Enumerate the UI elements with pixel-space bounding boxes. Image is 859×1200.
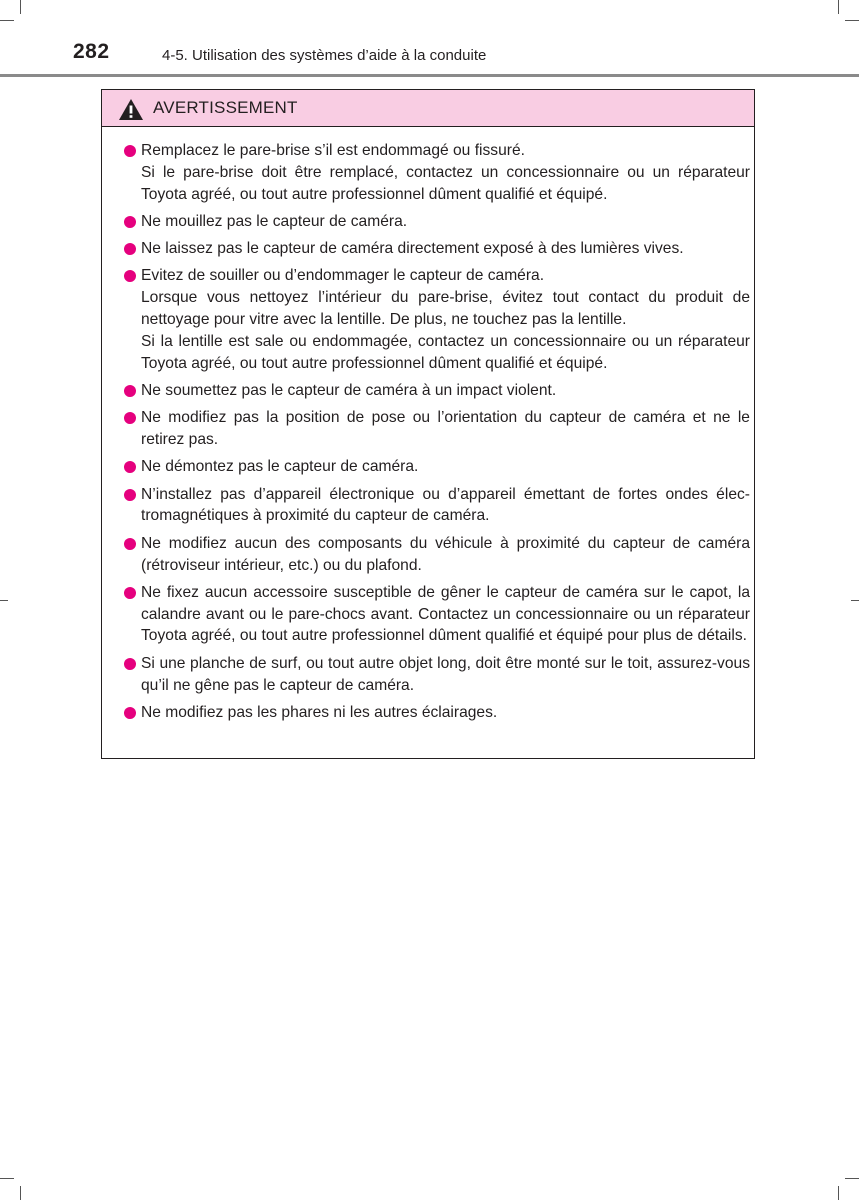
warning-list-item bbox=[123, 265, 750, 374]
crop-mark-bottom-right-v bbox=[838, 1186, 839, 1200]
bullet-icon bbox=[124, 658, 136, 670]
bullet-icon bbox=[124, 489, 136, 501]
section-title: 4-5. Utilisation des systèmes d’aide à la conduite bbox=[162, 47, 487, 64]
warning-triangle-icon bbox=[118, 98, 144, 121]
warning-item-text: Lorsque vous nettoyez l’intérieur du pare-brise, évitez tout contact du produit de nettoyage pour vitre avec la lentille. De plus, ne touchez pas la lentille. bbox=[141, 289, 750, 329]
warning-item-text: Ne démontez pas le capteur de caméra. bbox=[141, 458, 419, 476]
bullet-icon bbox=[124, 461, 136, 473]
warning-item-text: Ne modifiez pas les phares ni les autres éclairages. bbox=[141, 703, 498, 721]
warning-item-text: Ne mouillez pas le capteur de caméra. bbox=[141, 212, 408, 230]
warning-list-item bbox=[123, 653, 750, 697]
warning-list-item bbox=[123, 484, 750, 528]
warning-item-text: Si une planche de surf, ou tout autre objet long, doit être monté sur le toit, assurez-vous qu’il ne gêne pas le capteur de caméra. bbox=[141, 654, 750, 694]
warning-list-item bbox=[123, 238, 750, 260]
warning-item-text: Remplacez le pare-brise s’il est endommagé ou fissuré. bbox=[141, 142, 525, 159]
warning-list-item bbox=[123, 533, 750, 577]
bullet-icon bbox=[124, 243, 136, 255]
warning-item-text: Si le pare-brise doit être remplacé, contactez un concessionnaire ou un réparateur Toyota agréé, ou tout autre professionnel dûment qualifié et équipé. bbox=[141, 163, 750, 203]
crop-mark-bottom-right-h bbox=[845, 1178, 859, 1179]
warning-list-item bbox=[123, 380, 750, 402]
crop-mark-mid-left bbox=[0, 600, 8, 601]
warning-header bbox=[102, 90, 754, 127]
bullet-icon bbox=[124, 145, 136, 157]
bullet-icon bbox=[124, 587, 136, 599]
warning-list-item bbox=[123, 702, 750, 724]
crop-mark-bottom-left-h bbox=[0, 1178, 14, 1179]
warning-list bbox=[123, 140, 750, 729]
bullet-icon bbox=[124, 538, 136, 550]
warning-title: AVERTISSEMENT bbox=[153, 98, 298, 117]
bullet-icon bbox=[124, 707, 136, 719]
bullet-icon bbox=[124, 412, 136, 424]
warning-item-text: Ne modifiez aucun des composants du véhicule à proximité du capteur de caméra (rétroviseur intérieur, etc.) ou du plafond. bbox=[141, 534, 750, 574]
warning-list-item bbox=[123, 407, 750, 451]
bullet-icon bbox=[124, 385, 136, 397]
warning-item-text: Ne fixez aucun accessoire susceptible de gêner le capteur de caméra sur le capot, la calandre avant ou le pare-chocs avant. Contactez un concessionnaire ou un réparateur Toyota agréé, ou tout autre professionnel dûment qualifié et équipé pour plus de détails. bbox=[141, 583, 750, 645]
page-header bbox=[0, 0, 859, 78]
warning-box bbox=[101, 89, 755, 759]
bullet-icon bbox=[124, 270, 136, 282]
warning-item-text: Si la lentille est sale ou endommagée, contactez un concessionnaire ou un réparateur Toyota agréé, ou tout autre professionnel dûment qualifié et équipé. bbox=[141, 332, 750, 372]
header-divider bbox=[0, 74, 859, 77]
bullet-icon bbox=[124, 216, 136, 228]
warning-item-text: Ne modifiez pas la position de pose ou l’orientation du capteur de caméra et ne le retirez pas. bbox=[141, 409, 750, 449]
warning-list-item bbox=[123, 211, 750, 233]
crop-mark-bottom-left-v bbox=[20, 1186, 21, 1200]
warning-item-text: Ne soumettez pas le capteur de caméra à un impact violent. bbox=[141, 381, 557, 399]
page-number: 282 bbox=[73, 40, 110, 63]
warning-list-item bbox=[123, 456, 750, 478]
warning-list-item bbox=[123, 582, 750, 647]
warning-list-item bbox=[123, 140, 750, 205]
warning-item-text: N’installez pas d’appareil électronique ou d’appareil émettant de fortes ondes électromagnétiques à proximité du capteur de caméra. bbox=[141, 485, 750, 525]
warning-item-text: Evitez de souiller ou d’endommager le capteur de caméra. bbox=[141, 267, 545, 285]
warning-item-text: Ne laissez pas le capteur de caméra directement exposé à des lumières vives. bbox=[141, 240, 684, 258]
crop-mark-mid-right bbox=[851, 600, 859, 601]
